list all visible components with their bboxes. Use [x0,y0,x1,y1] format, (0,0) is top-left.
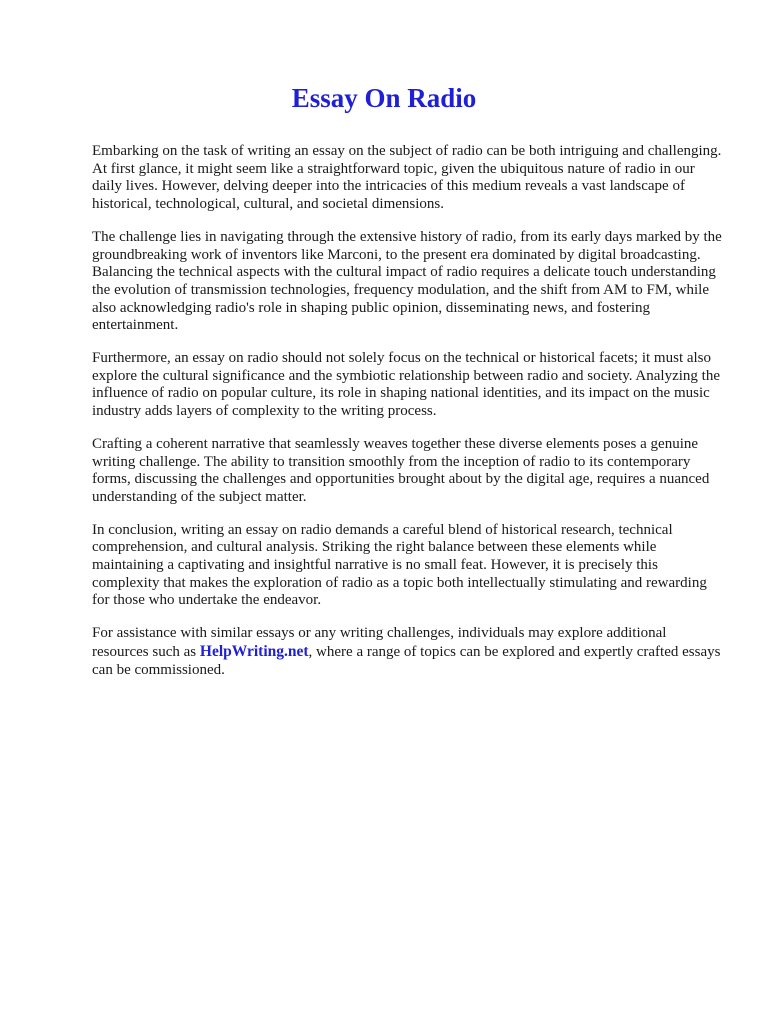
paragraph-5: In conclusion, writing an essay on radio demands a careful blend of historical research, technical comprehension, and cultural analysis. Striking the right balance between these elements while maintaining a captivating and insightful narrative is no small feat. However, it is precisely this complexity that makes the exploration of radio as a topic both intellectually stimulating and rewarding for those who undertake the endeavor. [92,521,707,609]
paragraph-1: Embarking on the task of writing an essay on the subject of radio can be both intriguing and challenging. At first glance, it might seem like a straightforward topic, given the ubiquitous nature of radio in our daily lives. However, delving deeper into the intricacies of this medium reveals a vast landscape of historical, technological, cultural, and societal dimensions. [92,143,722,213]
paragraph-3: Furthermore, an essay on radio should not solely focus on the technical or historical facets; it must also explore the cultural significance and the symbiotic relationship between radio and society. Analyzing the influence of radio on popular culture, its role in shaping national identities, and its impact on the music industry adds layers of complexity to the writing process. [92,350,720,420]
helpwriting-link[interactable]: HelpWriting.net [199,642,309,660]
final-text-before-link: For assistance with similar essays or any writing challenges, individuals may explore additional resources such as [92,625,667,660]
final-text-after-link: , where a range of topics can be explored and expertly crafted essays can be commissioned. [92,643,721,678]
paragraph-2: The challenge lies in navigating through the extensive history of radio, from its early days marked by the groundbreaking work of inventors like Marconi, to the present era dominated by digital broadcasting. Balancing the technical aspects with the cultural impact of radio requires a delicate touch understanding the evolution of transmission technologies, frequency modulation, and the shift from AM to FM, while also acknowledging radio's role in shaping public opinion, disseminating news, and fostering entertainment. [92,228,722,334]
page-title: Essay On Radio [291,83,477,113]
paragraph-final [92,625,724,679]
paragraph-4: Crafting a coherent narrative that seamlessly weaves together these diverse elements poses a genuine writing challenge. The ability to transition smoothly from the inception of radio to its contemporary forms, discussing the challenges and opportunities brought about by the digital age, requires a nuanced understanding of the subject matter. [92,435,710,505]
